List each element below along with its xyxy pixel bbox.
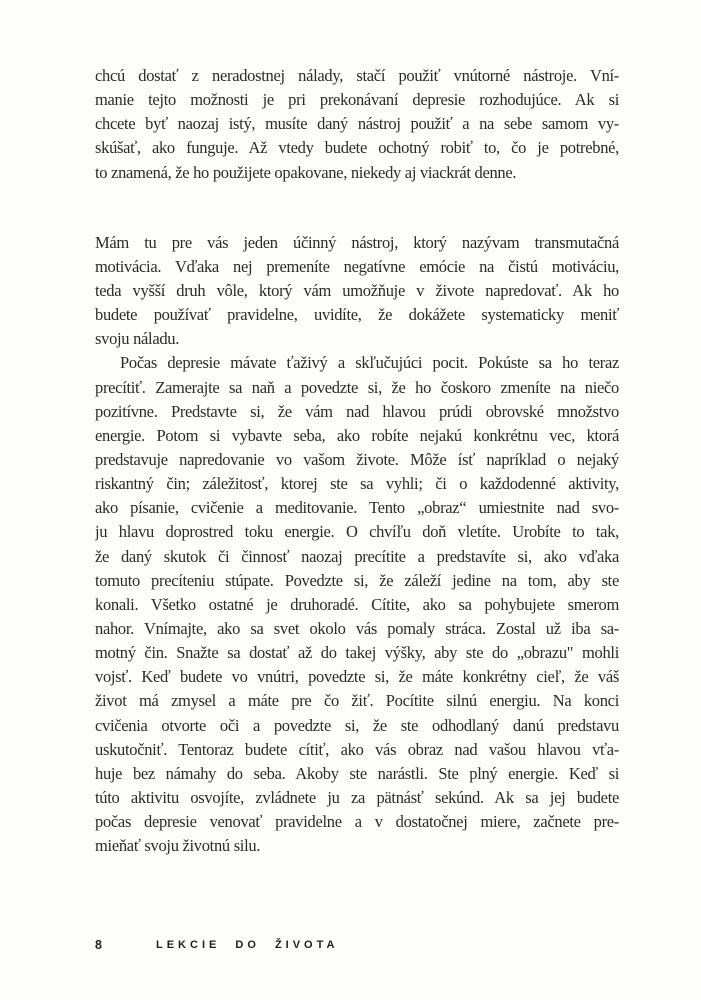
text-line: túto aktivitu osvojíte, zvládnete ju za pätnásť sekúnd. Ak sa jej budete	[95, 787, 619, 807]
text-line: manie tejto možnosti je pri prekonávaní depresie rozhodujúce. Ak si	[95, 90, 619, 110]
text-line: život má zmysel a máte pre čo žiť. Pocítite silnú energiu. Na konci	[95, 691, 619, 711]
text-line: Počas depresie mávate ťaživý a skľučujúci pocit. Pokúste sa ho teraz	[120, 353, 619, 373]
text-line: ako písanie, cvičenie a meditovanie. Tento „obraz“ umiestnite nad svo-	[95, 498, 619, 518]
paragraph-3	[95, 351, 619, 858]
text-line: mieňať svoju životnú silu.	[95, 836, 261, 856]
text-line: nahor. Vnímajte, ako sa svet okolo vás pomaly stráca. Zostal už iba sa-	[95, 618, 619, 638]
text-line: huje bez námahy do seba. Akoby ste narástli. Ste plný energie. Keď si	[95, 763, 619, 783]
running-title: LEKCIE DO ŽIVOTA	[156, 939, 339, 951]
text-line: predstavuje napredovanie vo vašom živote. Môže ísť napríklad o nejaký	[95, 449, 619, 469]
text-line: teda vyšší druh vôle, ktorý vám umožňuje v živote napredovať. Ak ho	[95, 280, 619, 300]
paragraph-2	[95, 231, 619, 352]
text-line: budete používať pravidelne, uvidíte, že dokážete systematicky meniť	[95, 305, 619, 325]
text-line: konali. Všetko ostatné je druhoradé. Cítite, ako sa pohybujete smerom	[95, 594, 619, 614]
body-text	[95, 64, 619, 858]
text-line: motivácia. Vďaka nej premeníte negatívne emócie na čistú motiváciu,	[95, 256, 619, 276]
text-line: precítiť. Zamerajte sa naň a povedzte si, že ho čoskoro zmeníte na niečo	[95, 377, 619, 397]
text-line: energie. Potom si vybavte seba, ako robíte nejakú konkrétnu vec, ktorá	[95, 425, 619, 445]
paragraph-1	[95, 64, 619, 185]
text-line: pozitívne. Predstavte si, že vám nad hlavou prúdi obrovské množstvo	[95, 401, 619, 421]
text-line: svoju náladu.	[95, 329, 180, 349]
text-line: skúšať, ako funguje. Až vtedy budete ochotný robiť to, čo je potrebné,	[95, 138, 619, 158]
page-footer	[0, 936, 701, 956]
text-line: tomuto precíteniu stúpate. Povedzte si, že záleží jedine na tom, aby ste	[95, 570, 619, 590]
text-line: Mám tu pre vás jeden účinný nástroj, ktorý nazývam transmutačná	[95, 232, 619, 252]
text-line: chcete byť naozaj istý, musíte daný nástroj použiť a na sebe samom vy-	[95, 114, 619, 134]
text-line: motný čin. Snažte sa dostať až do takej výšky, aby ste do „obrazu" mohli	[95, 643, 619, 663]
text-line: to znamená, že ho použijete opakovane, niekedy aj viackrát denne.	[95, 162, 517, 182]
text-line: chcú dostať z neradostnej nálady, stačí použiť vnútorné nástroje. Vní-	[95, 66, 619, 85]
text-line: uskutočniť. Tentoraz budete cítiť, ako vás obraz nad vašou hlavou vťa-	[95, 739, 619, 759]
text-line: ju hlavu doprostred toku energie. O chvíľu doň vletíte. Urobíte to tak,	[95, 522, 619, 542]
text-line: cvičenia otvorte oči a povedzte si, že ste odhodlaný danú predstavu	[95, 715, 619, 735]
text-line: počas depresie venovať pravidelne a v dostatočnej miere, začnete pre-	[95, 812, 619, 832]
page-number: 8	[95, 938, 102, 952]
text-line: riskantný čin; záležitosť, ktorej ste sa vyhli; či o každodenné aktivity,	[95, 474, 619, 494]
text-line: vojsť. Keď budete vo vnútri, povedzte si, že máte konkrétny cieľ, že váš	[95, 667, 619, 687]
text-line: že daný skutok či činnosť naozaj precítite a predstavíte si, ako vďaka	[95, 546, 619, 566]
